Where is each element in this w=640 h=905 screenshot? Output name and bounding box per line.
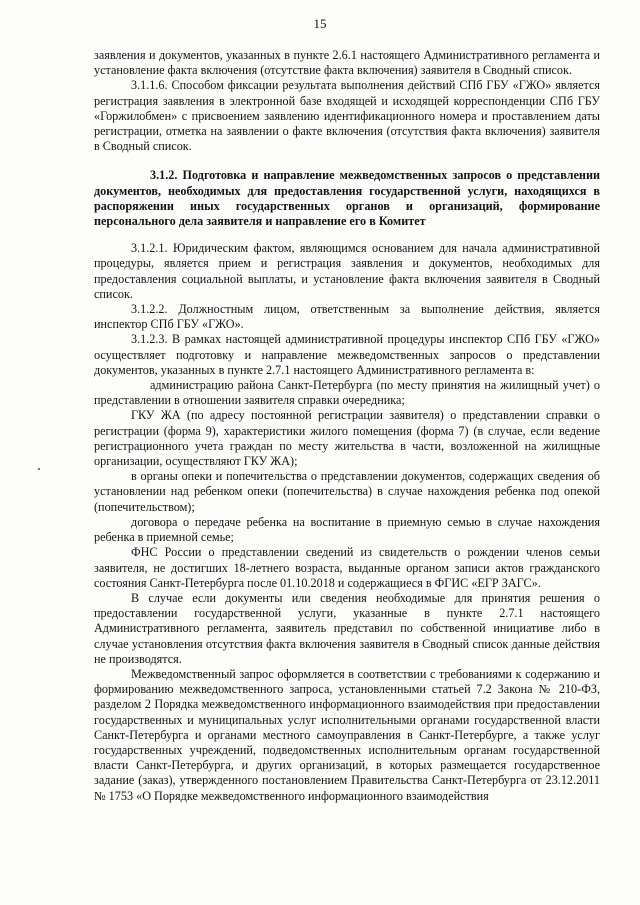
list-item: ГКУ ЖА (по адресу постоянной регистрации заявителя) о представлении справки о регистрации (форма 9), характеристики жилого помещения (форма 7) (в случае, если ведение регистрационного учета граждан по месту жительства в части, возложенной на жилищные организации, осуществляют ГКУ ЖА);: [94, 408, 600, 469]
list-item: в органы опеки и попечительства о представлении документов, содержащих сведения об установлении над ребенком опеки (попечительства) в случае нахождения ребенка под опекой (попечительством);: [94, 469, 600, 514]
paragraph: Межведомственный запрос оформляется в соответствии с требованиями к содержанию и формированию межведомственного запроса, установленными статьей 7.2 Закона № 210-ФЗ, разделом 2 Порядка межведомственного информационного взаимодействия при предоставлении государственных и муниципальных услуг исполнительными органами государственной власти Санкт-Петербурга и органами местного самоуправления в Санкт-Петербурге, а также услуг государственных учреждений, подведомственных исполнительным органам государственной власти Санкт-Петербурга, и других организаций, в которых размещается государственное задание (заказ), утвержденного постановлением Правительства Санкт-Петербурга от 23.12.2011 № 1753 «О Порядке межведомственного информационного взаимодействия: [94, 666, 600, 803]
document-body: [94, 48, 600, 804]
paragraph: 3.1.2.1. Юридическим фактом, являющимся основанием для начала административной процедуры, является прием и регистрация заявления и документов, необходимых для предоставления социальной выплаты, и установление факта включения заявителя в Сводный список.: [94, 241, 600, 301]
paragraph: 3.1.1.6. Способом фиксации результата выполнения действий СПб ГБУ «ГЖО» является регистрация заявления в электронной базе входящей и исходящей корреспонденции СПб ГБУ «Горжилобмен» с присвоением заявлению идентификационного номера и проставлением даты регистрации, отметка на заявлении о факте включения (отсутствия факта включения) заявителя в Сводный список.: [94, 78, 600, 154]
list-item: администрацию района Санкт-Петербурга (по месту принятия на жилищный учет) о представлении в отношении заявителя справки очередника;: [94, 378, 600, 408]
page-number: 15: [313, 16, 327, 31]
paragraph: 3.1.2.3. В рамках настоящей административной процедуры инспектор СПб ГБУ «ГЖО» осуществляет подготовку и направление межведомственных запросов о представлении документов, указанных в пункте 2.7.1 настоящего Административного регламента в:: [94, 332, 600, 377]
scan-artifact-dot: [38, 468, 40, 470]
paragraph: 3.1.2.2. Должностным лицом, ответственным за выполнение действия, является инспектор СПб ГБУ «ГЖО».: [94, 302, 600, 332]
paragraph: В случае если документы или сведения необходимые для принятия решения о предоставлении государственной услуги, указанные в пункте 2.7.1 настоящего Административного регламента, заявитель представил по собственной инициативе либо в случае установления отсутствия факта включения заявителя в Сводный список данные действия не производятся.: [94, 590, 600, 666]
paragraph: заявления и документов, указанных в пункте 2.6.1 настоящего Административного регламента и установление факта включения (отсутствие факта включения) заявителя в Сводный список.: [94, 48, 600, 78]
section-heading: 3.1.2. Подготовка и направление межведомственных запросов о представлении документов, необходимых для предоставления государственной услуги, находящихся в распоряжении иных государственных органов и организаций, формирование персонального дела заявителя и направление его в Комитет: [94, 168, 600, 229]
list-item: ФНС России о представлении сведений из свидетельств о рождении членов семьи заявителя, не достигших 18-летнего возраста, выданные органом записи актов гражданского состояния Санкт-Петербурга после 01.10.2018 и содержащиеся в ФГИС «ЕГР ЗАГС».: [94, 545, 600, 590]
list-item: договора о передаче ребенка на воспитание в приемную семью в случае нахождения ребенка в приемной семье;: [94, 514, 600, 545]
